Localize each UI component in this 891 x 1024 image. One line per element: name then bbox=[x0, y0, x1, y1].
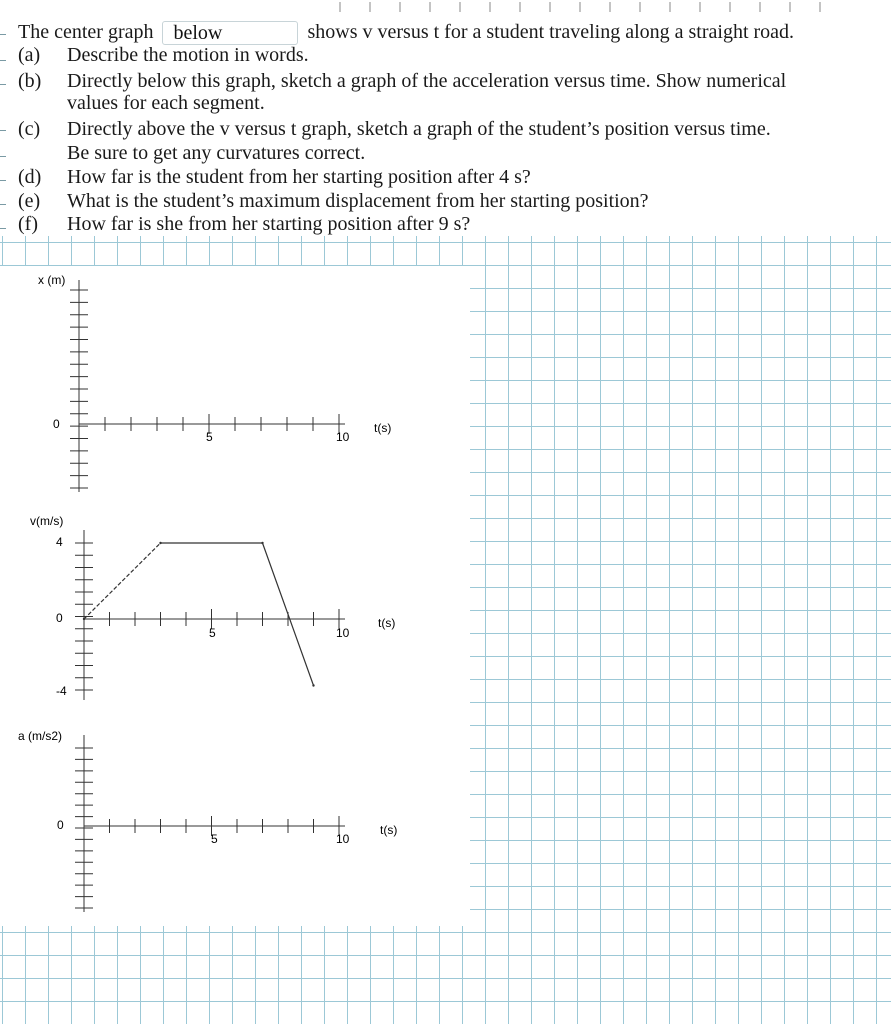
acceleration-tick-5: 5 bbox=[211, 832, 218, 846]
position-tick-5: 5 bbox=[206, 430, 213, 444]
velocity-tick-5: 5 bbox=[209, 626, 216, 640]
velocity-point bbox=[83, 618, 85, 620]
position-graph bbox=[38, 273, 391, 492]
acceleration-graph bbox=[18, 729, 397, 912]
velocity-graph bbox=[30, 514, 395, 700]
velocity-point bbox=[159, 542, 161, 544]
velocity-point bbox=[312, 684, 314, 686]
part-d-text: How far is the student from her starting position after 4 s? bbox=[67, 166, 531, 188]
intro-post: shows v versus t for a student traveling along a straight road. bbox=[307, 21, 795, 43]
velocity-point bbox=[261, 542, 263, 544]
position-xlabel: t(s) bbox=[374, 421, 392, 435]
acceleration-zero: 0 bbox=[57, 818, 64, 832]
part-f: (f) bbox=[18, 213, 38, 235]
part-f-text: How far is she from her starting position after 9 s? bbox=[67, 213, 471, 235]
velocity-segment bbox=[84, 543, 161, 619]
acceleration-xlabel: t(s) bbox=[380, 823, 398, 837]
velocity-tick-10: 10 bbox=[336, 626, 350, 640]
velocity-segment bbox=[263, 543, 314, 686]
part-c: (c) bbox=[18, 118, 41, 140]
position-tick-10: 10 bbox=[336, 430, 350, 444]
velocity-zero: 0 bbox=[56, 611, 63, 625]
part-b: (b) bbox=[18, 70, 42, 92]
part-e: (e) bbox=[18, 190, 41, 212]
velocity-xlabel: t(s) bbox=[378, 616, 396, 630]
acceleration-tick-10: 10 bbox=[336, 832, 350, 846]
intro-pre: The center graph bbox=[18, 21, 154, 43]
part-a-text: Describe the motion in words. bbox=[67, 44, 309, 66]
part-c-text: Directly above the v versus t graph, sketch a graph of the student’s position versus time. bbox=[67, 118, 771, 140]
part-b-text-2: values for each segment. bbox=[67, 92, 265, 114]
part-b-text: Directly below this graph, sketch a graph of the acceleration versus time. Show numerical bbox=[67, 70, 787, 92]
velocity-y-top: 4 bbox=[56, 535, 63, 549]
part-d: (d) bbox=[18, 166, 42, 188]
part-label: (a) bbox=[18, 44, 41, 66]
velocity-ylabel: v(m/s) bbox=[30, 514, 64, 528]
part-c-text-2: Be sure to get any curvatures correct. bbox=[67, 142, 366, 164]
velocity-y-bottom: -4 bbox=[56, 684, 67, 698]
acceleration-ylabel: a (m/s2) bbox=[18, 729, 63, 743]
position-ylabel: x (m) bbox=[38, 273, 66, 287]
position-zero: 0 bbox=[53, 417, 60, 431]
part-e-text: What is the student’s maximum displacement from her starting position? bbox=[67, 190, 649, 212]
